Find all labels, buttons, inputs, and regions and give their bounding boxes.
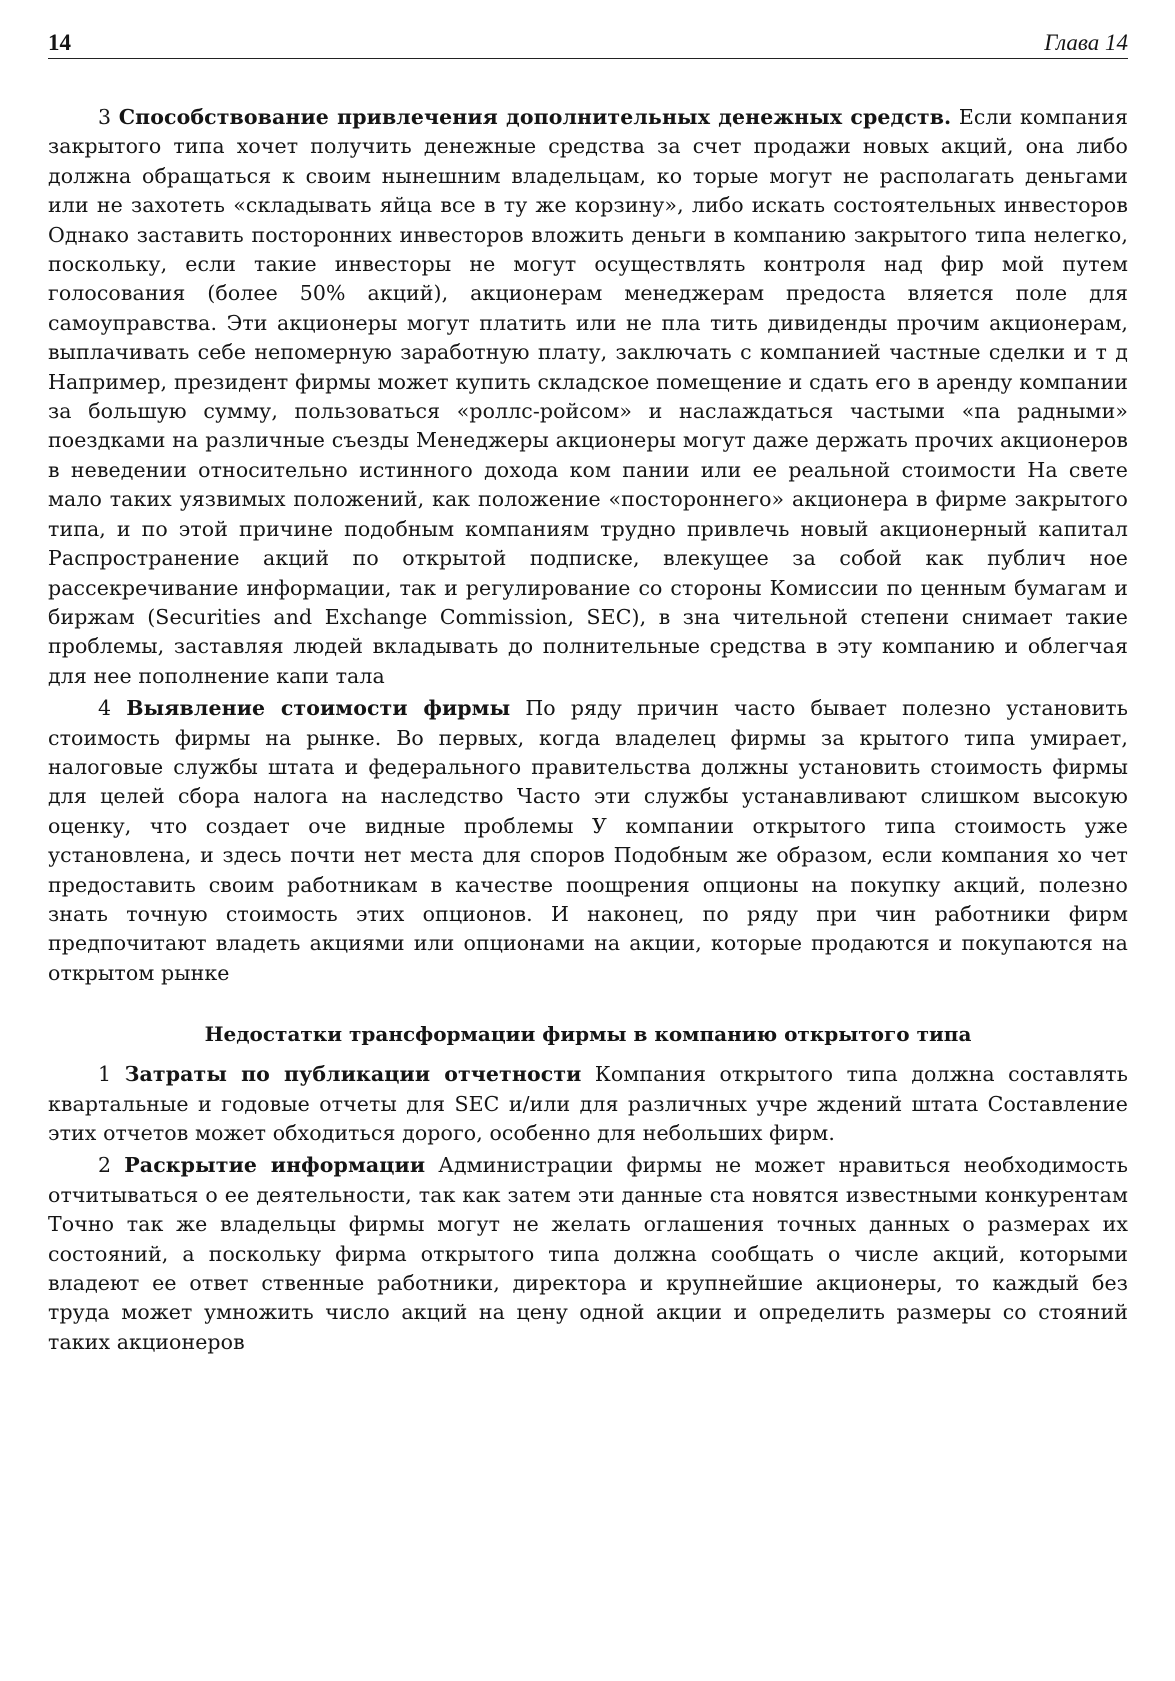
paragraph-lead: Способствование привлечения дополнительных денежных средств. [118,105,952,129]
paragraph-lead: Выявление стоимости фирмы [126,696,511,721]
paragraph-3 [48,103,1128,691]
running-header [48,26,1128,59]
paragraph-number: 4 [98,696,112,721]
paragraph-number: 2 [98,1153,112,1178]
paragraph-lead: Затраты по публикации отчетности [124,1062,582,1087]
chapter-title: Глава 14 [1044,30,1128,55]
section-heading: Недостатки трансформации фирмы в компанию открытого типа [204,1022,972,1047]
paragraph-text: По ряду причин часто бывает полезно установить стоимость фирмы на рынке. Во первых, когда владелец фирмы за крытого типа умирает, налоговые службы штата и федерального правительства должны установить стоимость фирмы для целей сбора налога на наследство Часто эти службы устанавливают слишком высокую оценку, что создает оче видные проблемы У компании открытого типа стоимость уже установлена, и здесь почти нет места для споров Подобным же образом, если компания хо чет предоставить своим работникам в качестве поощрения опционы на покупку акций, полезно знать точную стоимость этих опционов. И наконец, по ряду при чин работники фирм предпочитают владеть акциями или опционами на акции, которые продаются и покупаются на открытом рынке [48,696,1129,985]
paragraph-text: Администрации фирмы не может нравиться необходимость отчитываться о ее деятельности, так как затем эти данные ста новятся известными конкурентам Точно так же владельцы фирмы могут не желать оглашения точных данных о размерах их состояний, а поскольку фирма открытого типа должна сообщать о числе акций, которыми владеют ее ответ ственные работники, директора и крупнейшие акционеры, то каждый без труда может умножить число акций на цену одной акции и определить размеры со стояний таких акционеров [48,1153,1128,1354]
paragraph-number: 3 [98,105,112,129]
section-paragraph-2 [48,1151,1128,1357]
body-text [48,103,1128,1357]
page-number: 14 [48,30,71,55]
paragraph-lead: Раскрытие информации [124,1153,426,1178]
paragraph-text: Компания открытого типа должна составлять квартальные и годовые отчеты для SEC и/или для различных учре ждений штата Составление этих отчетов может обходиться дорого, особенно для небольших фирм. [48,1062,1128,1145]
document-page [48,26,1128,1357]
paragraph-number: 1 [98,1062,112,1087]
paragraph-text: Если компания закрытого типа хочет получить денежные средства за счет продажи новых акций, она либо должна обращаться к своим нынешним владельцам, ко торые могут не располагать деньгами или не захотеть «складывать яйца все в ту же корзину», либо искать состоятельных инвесторов Однако заставить посторонних инвесторов вложить деньги в компанию закрытого типа нелегко, поскольку, если такие инвесторы не могут осуществлять контроля над фир мой путем голосования (более 50% акций), акционерам менеджерам предоста вляется поле для самоуправства. Эти акционеры могут платить или не пла тить дивиденды прочим акционерам, выплачивать себе непомерную заработную плату, заключать с компанией частные сделки и т д Например, президент фирмы может купить складское помещение и сдать его в аренду компании за большую сумму, пользоваться «роллс-ройсом» и наслаждаться частыми «па радными» поездками на различные съезды Менеджеры акционеры могут даже держать прочих акционеров в неведении относительно истинного дохода ком пании или ее реальной стоимости На свете мало таких уязвимых положений, как положение «постороннего» акционера в фирме закрытого типа, и по этой причине подобным компаниям трудно привлечь новый акционерный капитал Распространение акций по открытой подписке, влекущее за собой как публич ное рассекречивание информации, так и регулирование со стороны Комиссии по ценным бумагам и биржам (Securities and Exchange Commission, SEC), в зна чительной степени снимает такие проблемы, заставляя людей вкладывать до полнительные средства в эту компанию и облегчая для нее пополнение капи тала [48,105,1128,688]
section-paragraph-1 [48,1060,1128,1148]
paragraph-4 [48,694,1128,988]
